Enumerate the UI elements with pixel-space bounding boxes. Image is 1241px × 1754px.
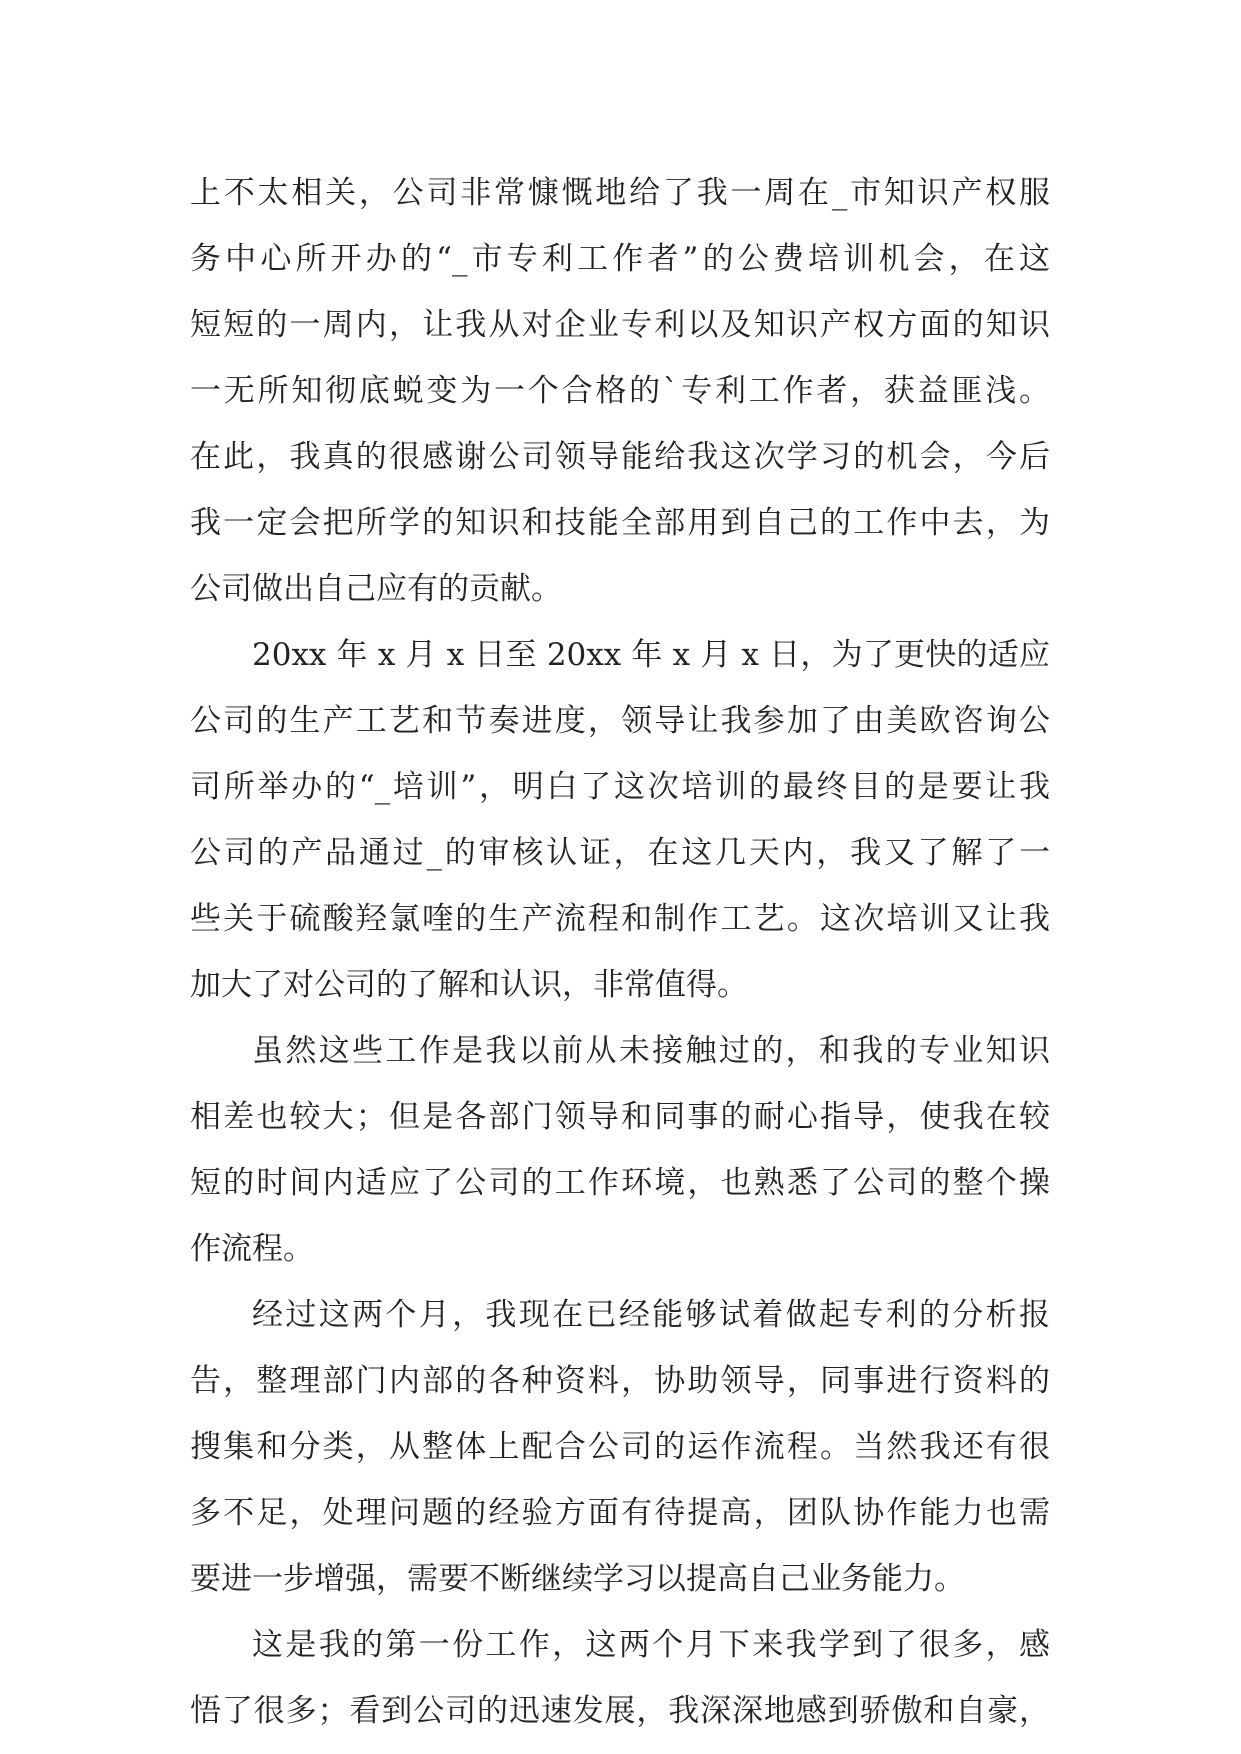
text-line: 作流程。 [190,1231,314,1267]
text-line: 搜集和分类，从整体上配合公司的运作流程。当然我还有很 [190,1429,1050,1465]
text-line: 公司的产品通过_的审核认证，在这几天内，我又了解了一 [190,835,1050,871]
text-line: 公司的生产工艺和节奏进度，领导让我参加了由美欧咨询公 [190,703,1050,739]
text-line: 要进一步增强，需要不断继续学习以提高自己业务能力。 [190,1561,965,1597]
text-line: 公司做出自己应有的贡献。 [190,571,562,607]
text-line: 上不太相关，公司非常慷慨地给了我一周在_市知识产权服 [190,175,1050,211]
text-line: 虽然这些工作是我以前从未接触过的，和我的专业知识 [252,1033,1050,1069]
text-line: 相差也较大；但是各部门领导和同事的耐心指导，使我在较 [190,1099,1050,1135]
text-line: 多不足，处理问题的经验方面有待提高，团队协作能力也需 [190,1495,1050,1531]
text-line: 经过这两个月，我现在已经能够试着做起专利的分析报 [252,1297,1050,1333]
text-line: 在此，我真的很感谢公司领导能给我这次学习的机会，今后 [190,439,1050,475]
text-line: 短的时间内适应了公司的工作环境，也熟悉了公司的整个操 [190,1165,1050,1201]
text-line: 一无所知彻底蜕变为一个合格的`专利工作者，获益匪浅。 [190,373,1050,409]
text-line: 司所举办的“_培训”，明白了这次培训的最终目的是要让我 [190,769,1050,805]
text-line: 20xx 年 x 月 x 日至 20xx 年 x 月 x 日，为了更快的适应 [252,637,1050,673]
text-line: 短短的一周内，让我从对企业专利以及知识产权方面的知识 [190,307,1050,343]
text-line: 告，整理部门内部的各种资料，协助领导，同事进行资料的 [190,1363,1050,1399]
text-line: 务中心所开办的“_市专利工作者”的公费培训机会，在这 [190,241,1050,277]
text-line: 这是我的第一份工作，这两个月下来我学到了很多，感 [252,1627,1050,1663]
text-line: 些关于硫酸羟氯喹的生产流程和制作工艺。这次培训又让我 [190,901,1050,937]
document-body [190,160,1050,1744]
text-line: 加大了对公司的了解和认识，非常值得。 [190,967,748,1003]
text-line: 悟了很多；看到公司的迅速发展，我深深地感到骄傲和自豪， [190,1693,1050,1729]
text-line: 我一定会把所学的知识和技能全部用到自己的工作中去，为 [190,505,1050,541]
